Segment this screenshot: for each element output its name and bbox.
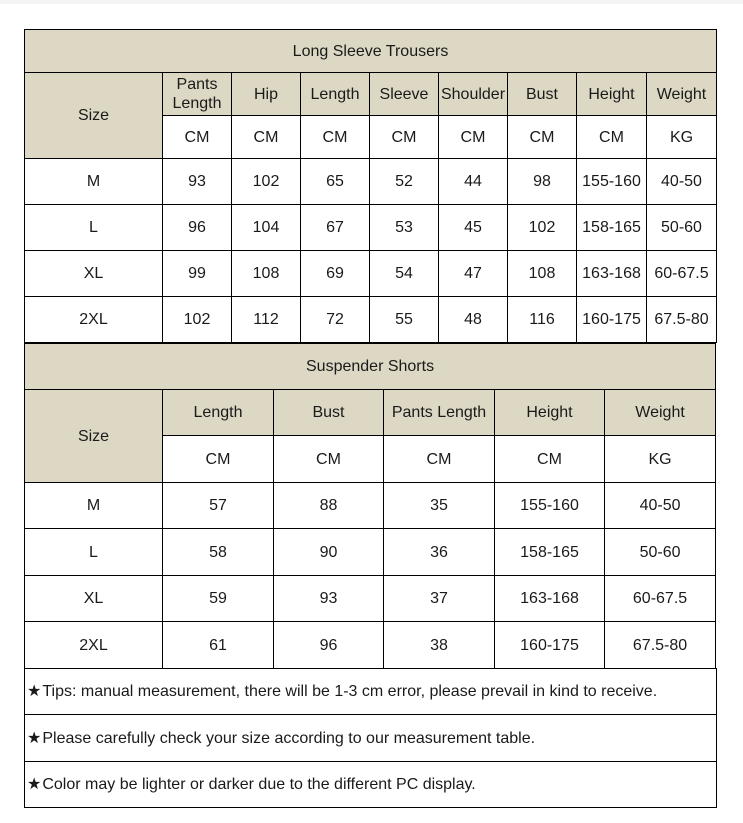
note-text: Tips: manual measurement, there will be 1-3 cm error, please prevail in kind to receive. [42, 683, 658, 700]
size-cell: XL [25, 251, 163, 297]
size-cell: L [25, 529, 163, 576]
shorts-size-header: Size [25, 390, 163, 483]
value-cell: 50-60 [605, 529, 716, 576]
notes-table [24, 668, 717, 808]
table-row [25, 576, 716, 622]
value-cell: 35 [384, 483, 495, 529]
trousers-unit: CM [508, 116, 577, 159]
value-cell: 112 [232, 297, 301, 343]
note-text: Please carefully check your size according to our measurement table. [42, 729, 536, 747]
value-cell: 40-50 [647, 159, 717, 205]
value-cell: 96 [274, 622, 384, 669]
value-cell: 155-160 [577, 159, 647, 205]
value-cell: 108 [232, 251, 301, 297]
value-cell: 48 [439, 297, 508, 343]
value-cell: 88 [274, 483, 384, 529]
value-cell: 52 [370, 159, 439, 205]
value-cell: 158-165 [577, 205, 647, 251]
value-cell: 67 [301, 205, 370, 251]
trousers-unit: CM [232, 116, 301, 159]
trousers-col-header: Bust [508, 73, 577, 116]
shorts-col-header: Pants Length [384, 390, 495, 436]
value-cell: 163-168 [495, 576, 605, 622]
trousers-col-header: Shoulder [439, 73, 508, 116]
table-row [25, 205, 717, 251]
trousers-col-header: Length [301, 73, 370, 116]
shorts-col-header: Bust [274, 390, 384, 436]
value-cell: 104 [232, 205, 301, 251]
shorts-unit: CM [163, 436, 274, 483]
table-row [25, 529, 716, 576]
value-cell: 55 [370, 297, 439, 343]
value-cell: 96 [163, 205, 232, 251]
note-row [25, 762, 717, 808]
shorts-unit: CM [495, 436, 605, 483]
value-cell: 60-67.5 [647, 251, 717, 297]
table-row [25, 159, 717, 205]
trousers-unit: CM [577, 116, 647, 159]
value-cell: 53 [370, 205, 439, 251]
trousers-col-header: Weight [647, 73, 717, 116]
star-icon: ★ [27, 683, 42, 700]
value-cell: 44 [439, 159, 508, 205]
trousers-unit: CM [370, 116, 439, 159]
value-cell: 160-175 [495, 622, 605, 669]
shorts-unit: CM [384, 436, 495, 483]
shorts-unit: KG [605, 436, 716, 483]
size-cell: L [25, 205, 163, 251]
trousers-unit: CM [439, 116, 508, 159]
trousers-unit: CM [301, 116, 370, 159]
value-cell: 160-175 [577, 297, 647, 343]
trousers-col-header: Pants Length [163, 73, 232, 116]
value-cell: 108 [508, 251, 577, 297]
note-row [25, 669, 717, 715]
table-row [25, 251, 717, 297]
table-row [25, 622, 716, 669]
size-cell: XL [25, 576, 163, 622]
size-cell: M [25, 483, 163, 529]
value-cell: 54 [370, 251, 439, 297]
trousers-col-header: Hip [232, 73, 301, 116]
value-cell: 38 [384, 622, 495, 669]
value-cell: 72 [301, 297, 370, 343]
value-cell: 67.5-80 [647, 297, 717, 343]
value-cell: 93 [163, 159, 232, 205]
value-cell: 37 [384, 576, 495, 622]
shorts-col-header: Length [163, 390, 274, 436]
table-row [25, 297, 717, 343]
value-cell: 116 [508, 297, 577, 343]
shorts-col-header: Height [495, 390, 605, 436]
value-cell: 102 [232, 159, 301, 205]
trousers-unit: KG [647, 116, 717, 159]
trousers-col-header: Sleeve [370, 73, 439, 116]
note-row [25, 715, 717, 762]
value-cell: 45 [439, 205, 508, 251]
value-cell: 99 [163, 251, 232, 297]
value-cell: 57 [163, 483, 274, 529]
size-cell: 2XL [25, 297, 163, 343]
shorts-unit: CM [274, 436, 384, 483]
value-cell: 90 [274, 529, 384, 576]
value-cell: 102 [163, 297, 232, 343]
size-cell: 2XL [25, 622, 163, 669]
value-cell: 59 [163, 576, 274, 622]
top-divider [0, 0, 743, 4]
shorts-title: Suspender Shorts [25, 344, 716, 390]
value-cell: 65 [301, 159, 370, 205]
shorts-col-header: Weight [605, 390, 716, 436]
value-cell: 40-50 [605, 483, 716, 529]
value-cell: 158-165 [495, 529, 605, 576]
value-cell: 47 [439, 251, 508, 297]
value-cell: 163-168 [577, 251, 647, 297]
star-icon: ★ [27, 776, 42, 793]
size-cell: M [25, 159, 163, 205]
value-cell: 61 [163, 622, 274, 669]
value-cell: 58 [163, 529, 274, 576]
value-cell: 69 [301, 251, 370, 297]
value-cell: 155-160 [495, 483, 605, 529]
trousers-size-table [24, 29, 717, 343]
value-cell: 93 [274, 576, 384, 622]
value-cell: 36 [384, 529, 495, 576]
note-text: Color may be lighter or darker due to the different PC display. [42, 776, 476, 793]
star-icon: ★ [27, 729, 42, 747]
table-row [25, 483, 716, 529]
value-cell: 60-67.5 [605, 576, 716, 622]
shorts-size-table [24, 343, 716, 669]
value-cell: 67.5-80 [605, 622, 716, 669]
value-cell: 50-60 [647, 205, 717, 251]
trousers-size-header: Size [25, 73, 163, 159]
trousers-unit: CM [163, 116, 232, 159]
value-cell: 98 [508, 159, 577, 205]
trousers-col-header: Height [577, 73, 647, 116]
trousers-title: Long Sleeve Trousers [25, 30, 717, 73]
value-cell: 102 [508, 205, 577, 251]
